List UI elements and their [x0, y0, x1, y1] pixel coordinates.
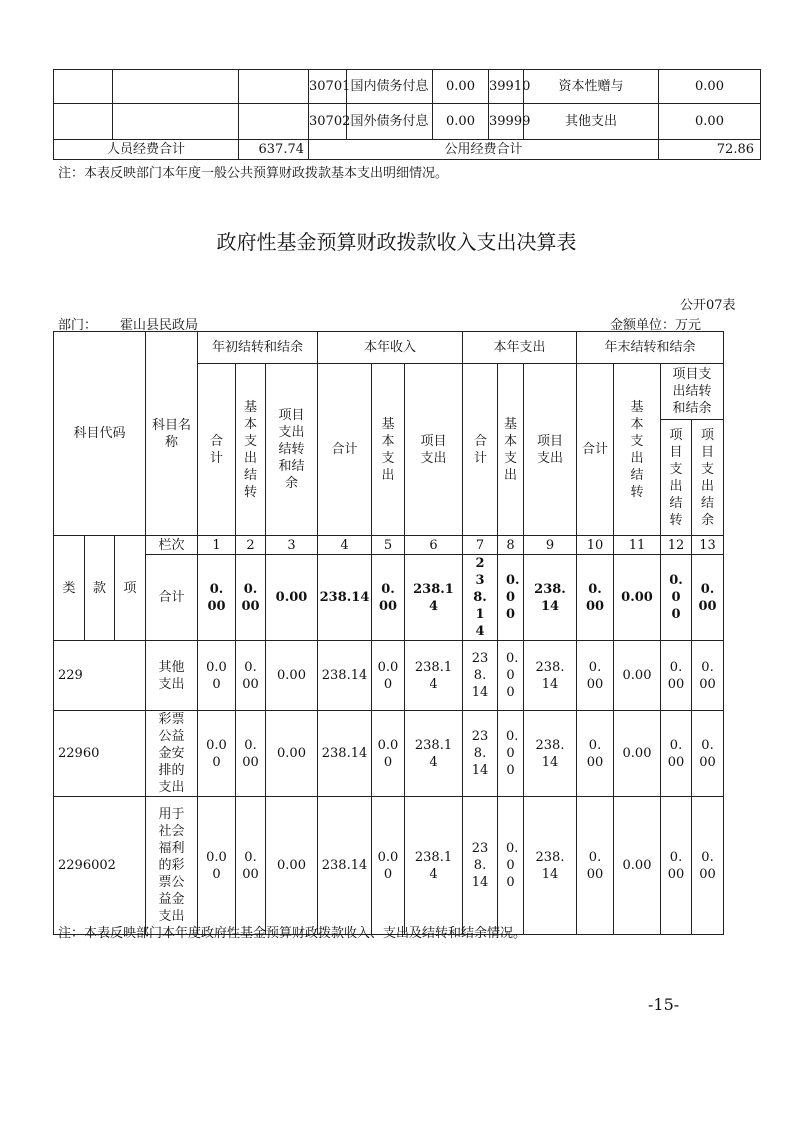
col-number: 3 — [266, 536, 318, 555]
table-row — [54, 70, 761, 104]
econ-name: 资本性赠与 — [524, 70, 659, 104]
value-cell: 0.00 — [198, 641, 236, 711]
col-header: 基本支出 — [372, 364, 405, 536]
value-cell: 0.00 — [266, 711, 318, 797]
value-cell: 0.00 — [498, 797, 524, 935]
value-cell: 0.00 — [236, 555, 266, 641]
fund-table — [53, 331, 724, 935]
group-header-income: 本年收入 — [318, 332, 463, 364]
value-cell: 0.00 — [614, 641, 661, 711]
row-code: 22960 — [54, 711, 146, 797]
econ-value: 0.00 — [659, 70, 761, 104]
value-cell: 238.14 — [318, 641, 372, 711]
col-header: 合计 — [577, 364, 614, 536]
value-cell: 238.14 — [318, 711, 372, 797]
dept-label: 部门： — [58, 318, 98, 333]
page-title: 政府性基金预算财政拨款收入支出决算表 — [216, 230, 577, 254]
value-cell: 238.14 — [318, 555, 372, 641]
col-header: 项目支出结转和结余 — [266, 364, 318, 536]
value-cell: 0.00 — [577, 797, 614, 935]
personnel-total-value: 637.74 — [239, 140, 309, 160]
value-cell: 0.00 — [372, 797, 405, 935]
col-header: 合计 — [318, 364, 372, 536]
value-cell: 0.00 — [266, 641, 318, 711]
col-header: 合计 — [463, 364, 498, 536]
col-number: 10 — [577, 536, 614, 555]
econ-value: 0.00 — [433, 70, 489, 104]
table-row — [54, 711, 724, 797]
page-number: -15- — [648, 995, 680, 1014]
col-header: 基本支出 — [498, 364, 524, 536]
group-header-expense: 本年支出 — [463, 332, 577, 364]
value-cell: 0.00 — [198, 797, 236, 935]
col-number: 5 — [372, 536, 405, 555]
table-row — [54, 555, 724, 641]
value-cell: 0.00 — [692, 711, 724, 797]
group-header-closing: 年末结转和结余 — [577, 332, 724, 364]
table-row — [54, 140, 761, 160]
value-cell: 238.14 — [524, 555, 577, 641]
value-cell: 238.14 — [405, 641, 463, 711]
col-header: 基本支出结转 — [236, 364, 266, 536]
value-cell: 0.00 — [198, 555, 236, 641]
value-cell: 0.00 — [372, 711, 405, 797]
value-cell: 0.00 — [372, 641, 405, 711]
value-cell: 0.00 — [498, 641, 524, 711]
econ-name: 国内债务付息 — [347, 70, 433, 104]
value-cell: 0.00 — [266, 797, 318, 935]
col-header: 基本支出结转 — [614, 364, 661, 536]
col-header: 项目支出结转和结余 — [661, 364, 724, 420]
value-cell: 0.00 — [498, 555, 524, 641]
name-header: 科目名称 — [146, 332, 198, 536]
header-row — [54, 332, 724, 364]
value-cell: 0.00 — [614, 555, 661, 641]
code-header: 科目代码 — [54, 332, 146, 536]
econ-name: 其他支出 — [524, 104, 659, 140]
value-cell: 0.00 — [236, 797, 266, 935]
col-header: 项目支出结余 — [692, 420, 724, 536]
value-cell: 0.00 — [577, 641, 614, 711]
value-cell: 0.00 — [614, 711, 661, 797]
value-cell: 0.00 — [614, 797, 661, 935]
column-number-row — [54, 536, 724, 555]
col-header: 项目支出 — [524, 364, 577, 536]
econ-name: 国外债务付息 — [347, 104, 433, 140]
table-row — [54, 104, 761, 140]
value-cell: 238.14 — [524, 711, 577, 797]
econ-code: 30702 — [309, 104, 347, 140]
value-cell: 0.00 — [236, 641, 266, 711]
value-cell: 0.00 — [692, 641, 724, 711]
value-cell: 238.14 — [524, 641, 577, 711]
value-cell: 0.00 — [577, 711, 614, 797]
col-number: 1 — [198, 536, 236, 555]
col-header: 项目支出 — [405, 364, 463, 536]
econ-code: 30701 — [309, 70, 347, 104]
econ-value: 0.00 — [433, 104, 489, 140]
kuan-header: 款 — [85, 536, 115, 641]
group-header-opening: 年初结转和结余 — [198, 332, 318, 364]
row-name: 合计 — [146, 555, 198, 641]
value-cell: 0.00 — [692, 797, 724, 935]
public-total-value: 72.86 — [659, 140, 761, 160]
value-cell: 0.00 — [661, 797, 692, 935]
col-header: 项目支出结转 — [661, 420, 692, 536]
value-cell: 238.14 — [463, 641, 498, 711]
value-cell: 238.14 — [463, 797, 498, 935]
row-name: 用于社会福利的彩票公益金支出 — [146, 797, 198, 935]
top-note: 注：本表反映部门本年度一般公共预算财政拨款基本支出明细情况。 — [58, 166, 449, 181]
row-code: 2296002 — [54, 797, 146, 935]
value-cell: 0.00 — [661, 555, 692, 641]
lanci-header: 栏次 — [146, 536, 198, 555]
value-cell: 238.14 — [463, 711, 498, 797]
value-cell: 238.14 — [524, 797, 577, 935]
value-cell: 238.14 — [318, 797, 372, 935]
econ-code: 39999 — [489, 104, 524, 140]
value-cell: 0.00 — [661, 711, 692, 797]
table-number: 公开07表 — [680, 298, 736, 313]
col-number: 11 — [614, 536, 661, 555]
econ-value: 0.00 — [659, 104, 761, 140]
col-number: 9 — [524, 536, 577, 555]
row-name: 其他支出 — [146, 641, 198, 711]
col-number: 2 — [236, 536, 266, 555]
amount-unit: 金额单位：万元 — [610, 318, 702, 333]
col-number: 13 — [692, 536, 724, 555]
public-total-label: 公用经费合计 — [309, 140, 659, 160]
bottom-note: 注：本表反映部门本年度政府性基金预算财政拨款收入、支出及结转和结余情况。 — [58, 926, 527, 941]
value-cell: 0.00 — [372, 555, 405, 641]
value-cell: 0.00 — [198, 711, 236, 797]
value-cell: 0.00 — [577, 555, 614, 641]
value-cell: 0.00 — [236, 711, 266, 797]
value-cell: 238.14 — [463, 555, 498, 641]
top-table — [53, 69, 761, 160]
value-cell: 0.00 — [498, 711, 524, 797]
value-cell: 238.14 — [405, 711, 463, 797]
xiang-header: 项 — [115, 536, 146, 641]
col-number: 8 — [498, 536, 524, 555]
col-header: 合计 — [198, 364, 236, 536]
table-row — [54, 797, 724, 935]
value-cell: 0.00 — [692, 555, 724, 641]
lei-header: 类 — [54, 536, 85, 641]
econ-code: 39910 — [489, 70, 524, 104]
value-cell: 238.14 — [405, 797, 463, 935]
row-name: 彩票公益金安排的支出 — [146, 711, 198, 797]
col-number: 6 — [405, 536, 463, 555]
table-row — [54, 641, 724, 711]
value-cell: 0.00 — [661, 641, 692, 711]
dept-name: 霍山县民政局 — [120, 318, 199, 333]
value-cell: 0.00 — [266, 555, 318, 641]
col-number: 7 — [463, 536, 498, 555]
personnel-total-label: 人员经费合计 — [54, 140, 239, 160]
value-cell: 238.14 — [405, 555, 463, 641]
col-number: 4 — [318, 536, 372, 555]
row-code: 229 — [54, 641, 146, 711]
col-number: 12 — [661, 536, 692, 555]
